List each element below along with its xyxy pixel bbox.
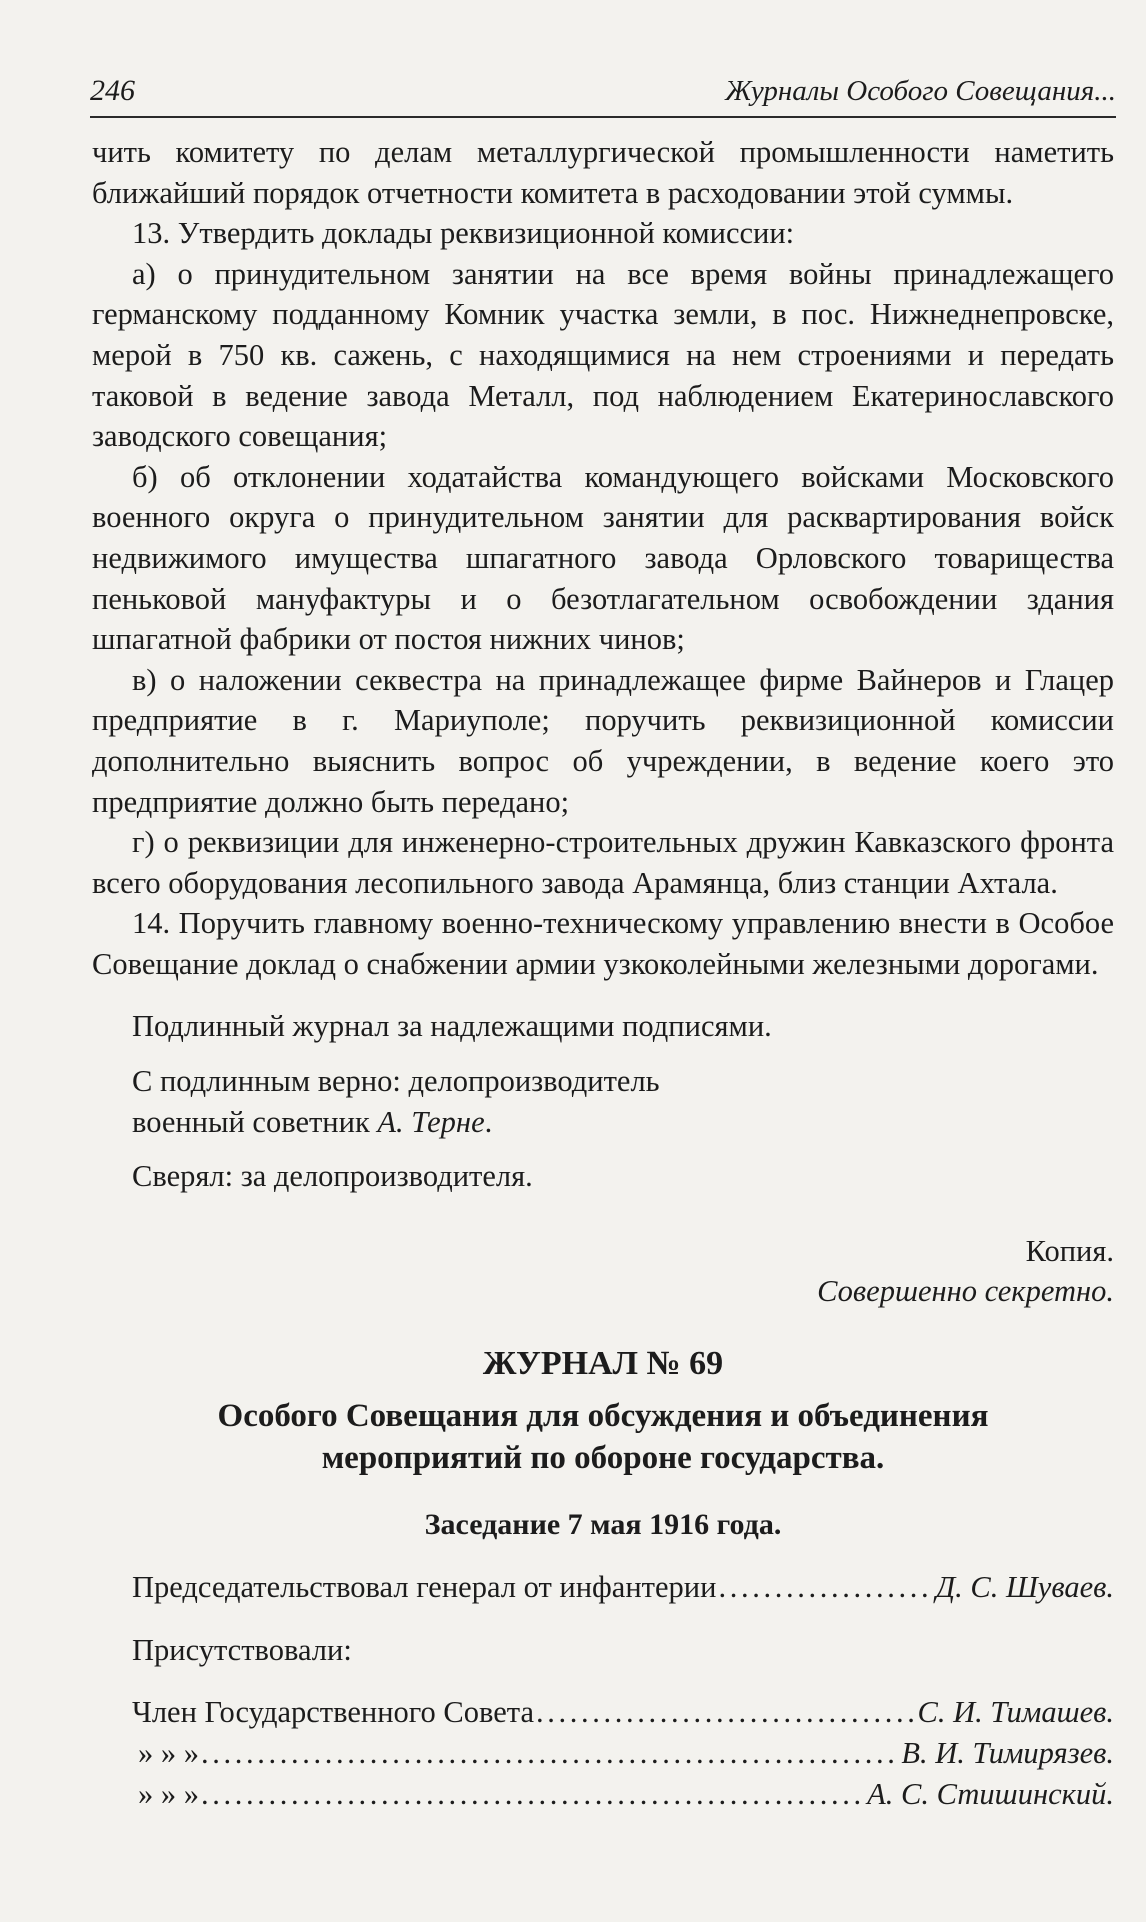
dot-leader: [718, 1567, 933, 1608]
dot-leader: [201, 1774, 865, 1815]
chair-label: Председательствовал генерал от инфантерии: [132, 1570, 717, 1605]
item-13b: б) об отклонении ходатайства командующего войсками Московского военного округа о принудительном занятии для расквартирования войск недвижимого имущества шпагатного завода Орловского товарищества пеньковой мануфактуры и о безотлагательном освобождении здания шпагатной фабрики от постоя нижних чинов;: [92, 459, 1114, 657]
secret-mark: Совершенно секретно.: [817, 1274, 1114, 1309]
item-14: 14. Поручить главному военно-техническому управлению внести в Особое Совещание доклад о снабжении армии узкоколейными железными дорогами.: [92, 906, 1114, 981]
checked-line: Сверял: за делопроизводителя.: [132, 1159, 533, 1194]
continued-paragraph: чить комитету по делам металлургической промышленности наметить ближайший порядок отчетности комитета в расходовании этой суммы.: [92, 135, 1114, 210]
item-13g: г) о реквизиции для инженерно-строительных дружин Кавказского фронта всего оборудования лесопильного завода Арамянца, близ станции Ахтала.: [92, 825, 1114, 900]
verified-line: С подлинным верно: делопроизводитель: [132, 1064, 660, 1099]
verified-signature: [92, 1102, 1114, 1143]
page-number: 246: [90, 74, 135, 107]
item-13v: в) о наложении секвестра на принадлежащее фирме Вайнеров и Глацер предприятие в г. Мариуполе; поручить реквизиционной комиссии дополнительно выяснить вопрос об учреждении, в ведение коего это предприятие должно быть передано;: [92, 662, 1114, 819]
member-name: А. С. Стишинский.: [867, 1776, 1114, 1811]
member-row: [92, 1733, 1114, 1774]
chair-row: [92, 1567, 1114, 1608]
meeting-title-line1: Особого Совещания для обсуждения и объединения: [217, 1397, 989, 1434]
member-name: В. И. Тимирязев.: [901, 1736, 1114, 1770]
page-content: [92, 132, 1114, 1814]
chair-name: Д. С. Шуваев.: [935, 1570, 1114, 1605]
copy-mark: Копия.: [1025, 1233, 1114, 1268]
verified-period: .: [484, 1104, 493, 1139]
item-13: 13. Утвердить доклады реквизиционной комиссии:: [132, 216, 795, 251]
members-list: [92, 1692, 1114, 1814]
member-role: » » »: [138, 1776, 199, 1811]
running-head: Журналы Особого Совещания...: [725, 75, 1116, 107]
original-signatures-note: Подлинный журнал за надлежащими подписями.: [132, 1009, 772, 1044]
verified-signer: А. Терне: [377, 1104, 485, 1139]
member-row: [92, 1692, 1114, 1733]
journal-title: ЖУРНАЛ № 69: [482, 1345, 724, 1383]
dot-leader: [536, 1692, 916, 1733]
item-13a: а) о принудительном занятии на все время войны принадлежащего германскому подданному Комник участка земли, в пос. Нижнеднепровске, мерой в 750 кв. сажень, с находящимися на нем строениями и передать таковой в ведение завода Металл, под наблюдением Екатеринославского заводского совещания;: [92, 256, 1114, 454]
member-name: С. И. Тимашев.: [917, 1695, 1114, 1730]
member-row: [92, 1774, 1114, 1815]
member-role: » » »: [138, 1736, 199, 1770]
verified-title: военный советник: [132, 1104, 378, 1139]
page-header: [90, 58, 1116, 118]
meeting-title-line2: мероприятий по обороне государства.: [321, 1439, 885, 1476]
present-label: Присутствовали:: [132, 1632, 352, 1667]
member-role: Член Государственного Совета: [132, 1695, 534, 1730]
dot-leader: [201, 1733, 899, 1774]
session-date: Заседание 7 мая 1916 года.: [424, 1507, 782, 1541]
